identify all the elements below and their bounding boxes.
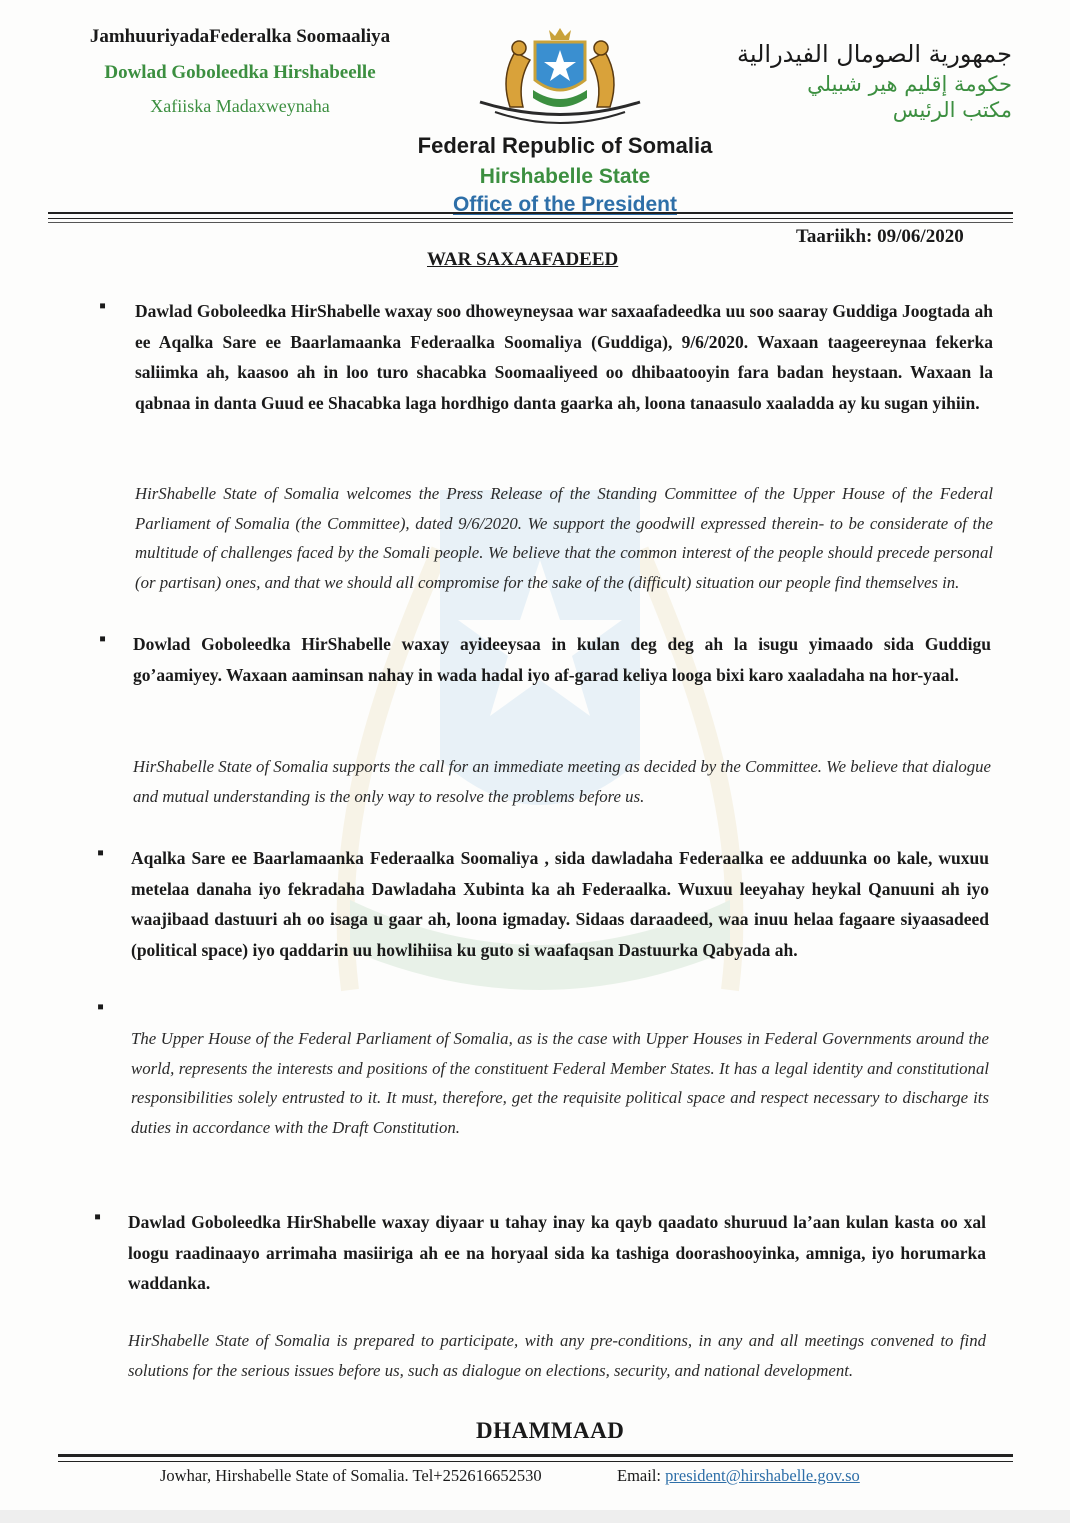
header-divider-thin	[48, 222, 1013, 223]
header-divider	[48, 212, 1013, 219]
header-left-line1: JamhuuriyadaFederalka Soomaaliya	[89, 26, 391, 47]
bullet-icon: ▪	[94, 1206, 102, 1228]
document-title: WAR SAXAAFADEED	[427, 249, 619, 270]
header-center-line1: Federal Republic of Somalia	[417, 133, 713, 158]
header-left-line2: Dowlad Goboleedka Hirshabeelle	[104, 62, 376, 83]
footer-email-link[interactable]: president@hirshabelle.gov.so	[665, 1466, 860, 1485]
closing-text: DHAMMAAD	[476, 1418, 625, 1443]
header-center-line2: Hirshabelle State	[479, 165, 651, 188]
header-right-block	[712, 40, 1012, 122]
document-date: Taariikh: 09/06/2020	[796, 226, 964, 247]
header-left-line3: Xafiiska Madaxweynaha	[150, 96, 330, 116]
bullet-icon: ▪	[99, 628, 107, 650]
footer-address: Jowhar, Hirshabelle State of Somalia. Tel+252616652530	[160, 1466, 542, 1485]
section-4-somali: Dawlad Goboleedka HirShabelle waxay diyaar u tahay inay ka qayb qaadato shuruud la’aan kulan kasta oo xal loogu raadinaayo arrimaha masiiriga ah ee na horyaal sida ka tashiga doorashooyinka, amniga, iyo horumarka waddanka.	[128, 1212, 986, 1293]
header-left-block	[40, 26, 440, 117]
header-center-line3: Office of the President	[452, 193, 678, 216]
header-right-line2: حكومة إقليم هير شبيلي	[807, 72, 1012, 96]
header-right-line1: جمهورية الصومال الفيدرالية	[736, 40, 1012, 68]
section-3-somali: Aqalka Sare ee Baarlamaanka Federaalka Soomaliya , sida dawladaha Federaalka ee adduunka oo kale, wuxuu metelaa danaha iyo fekradaha Dawladaha Xubinta ka ah Federaalka. Wuxuu leeyahay heykal Qanuuni ah iyo waajibaad dastuuri ah oo isaga u gaar ah, loona igmaday. Sidaas daraadeed, waa inuu helaa fagaare siyaasadeed (political space) iyo qaddarin uu howlihiisa ku guto si waafaqsan Dastuurka Qabyada ah.	[131, 848, 989, 960]
section-1-english: HirShabelle State of Somalia welcomes the Press Release of the Standing Committee of the Upper House of the Federal Parliament of Somalia (the Committee), dated 9/6/2020. We support the goodwill expressed therein- to be considerate of the multitude of challenges faced by the Somali people. We believe that the common interest of the people should precede personal (or partisan) ones, and that we should all compromise for the sake of the (difficult) situation our people find themselves in.	[135, 484, 993, 592]
section-1-somali: Dawlad Goboleedka HirShabelle waxay soo dhoweyneysaa war saxaafadeedka uu soo saaray Guddiga Joogtada ah ee Aqalka Sare ee Baarlamaanka Federaalka Soomaliya (Guddiga), 9/6/2020. Waxaan taageereynaa fekerka saliimka ah, kaasoo ah in loo turo shacabka Soomaaliyeed oo dhibaatooyin fara badan heystaan. Waxaan la qabnaa in danta Guud ee Shacabka laga hordhigo danta gaarka ah, loona tanaasulo xaaladda ay ku sugan yihiin.	[135, 301, 993, 413]
section-2-english: HirShabelle State of Somalia supports the call for an immediate meeting as decided by the Committee. We believe that dialogue and mutual understanding is the only way to resolve the problems before us.	[133, 757, 991, 806]
footer-email-block	[617, 1466, 860, 1486]
footer-divider	[58, 1454, 1013, 1462]
section-4-english: HirShabelle State of Somalia is prepared to participate, with any pre-conditions, in any and all meetings convened to find solutions for the serious issues before us, such as dialogue on elections, security, and national development.	[128, 1331, 986, 1380]
footer-email-label: Email:	[617, 1466, 661, 1485]
section-3-english: The Upper House of the Federal Parliament of Somalia, as is the case with Upper Houses in Federal Governments around the world, represents the interests and positions of the constituent Federal Member States. It has a legal identity and constitutional responsibilities solely entrusted to it. It must, therefore, get the requisite political space and respect necessary to discharge its duties in accordance with the Draft Constitution.	[131, 1029, 989, 1137]
bullet-icon: ▪	[99, 295, 107, 317]
somalia-coat-of-arms-icon	[475, 22, 645, 132]
page-bottom-strip	[0, 1510, 1070, 1523]
bullet-icon: ▪	[97, 996, 105, 1018]
header-center-block	[385, 133, 745, 217]
bullet-icon: ▪	[97, 842, 105, 864]
header-right-line3: مكتب الرئيس	[892, 98, 1012, 122]
section-2-somali: Dowlad Goboleedka HirShabelle waxay ayideeysaa in kulan deg deg ah la isugu yimaado sida Guddigu go’aamiyey. Waxaan aaminsan nahay in wada hadal iyo af-garad keliya looga bixi karo xaaladaha na hor-yaal.	[133, 634, 991, 685]
